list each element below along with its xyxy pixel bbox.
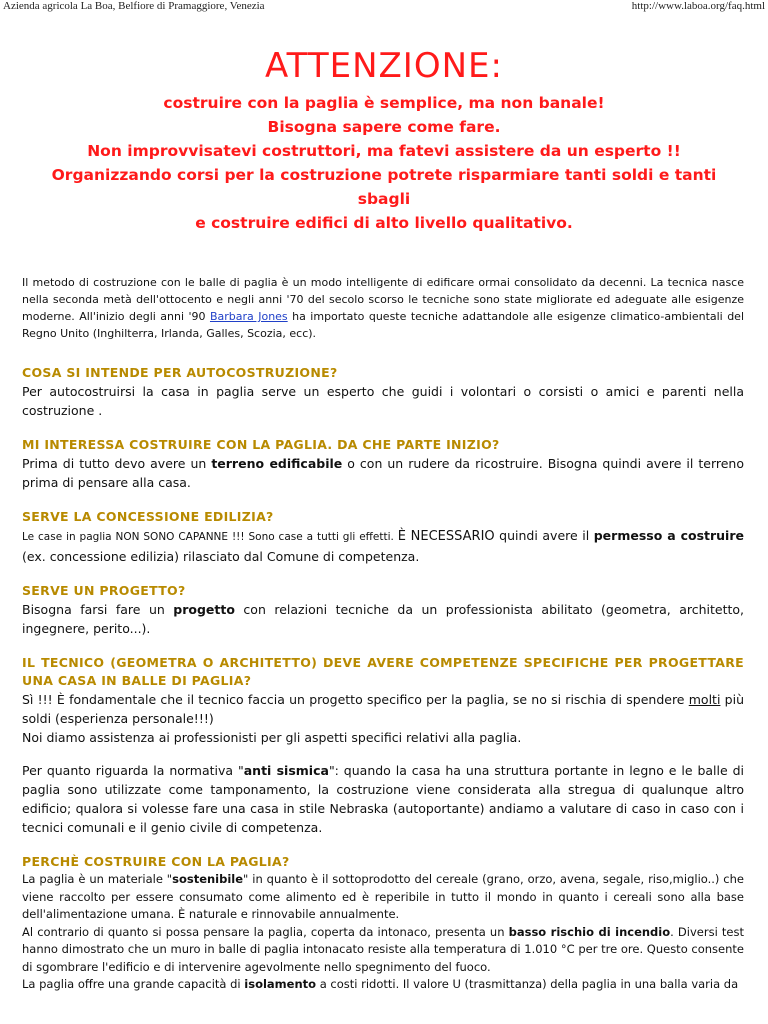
faq-answer bbox=[22, 526, 744, 566]
answer-text: La paglia offre una grande capacità di bbox=[22, 977, 245, 991]
intro-paragraph bbox=[22, 274, 744, 342]
faq-question: IL TECNICO (GEOMETRA O ARCHITETTO) DEVE AVERE COMPETENZE SPECIFICHE PER PROGETTARE UNA CASA IN BALLE DI PAGLIA? bbox=[22, 655, 744, 688]
faq-question: COSA SI INTENDE PER AUTOCOSTRUZIONE? bbox=[22, 365, 338, 380]
faq-answer bbox=[22, 690, 744, 747]
answer-text: Bisogna farsi fare un bbox=[22, 602, 174, 617]
answer-text: quindi avere il bbox=[494, 528, 594, 543]
faq-question: SERVE UN PROGETTO? bbox=[22, 583, 186, 598]
attention-lines bbox=[0, 91, 768, 235]
answer-emphasis: progetto bbox=[173, 602, 235, 617]
answer-text: La paglia è un materiale " bbox=[22, 872, 173, 886]
print-header bbox=[0, 0, 768, 16]
attention-line: Bisogna sapere come fare. bbox=[267, 118, 501, 136]
answer-emphasis: sostenibile bbox=[172, 872, 244, 886]
faq-question: PERCHÈ COSTRUIRE CON LA PAGLIA? bbox=[22, 854, 290, 869]
attention-banner bbox=[0, 44, 768, 235]
attention-line: Non improvvisatevi costruttori, ma fatevi assistere da un esperto !! bbox=[87, 142, 681, 160]
faq-answer bbox=[22, 600, 744, 638]
faq-answer bbox=[22, 454, 744, 492]
answer-emphasis: permesso a costruire bbox=[593, 528, 744, 543]
answer-text: ": quando la casa ha una struttura portante in legno e le balle di paglia sono utilizzate come tamponamento, la costruzione viene considerata alla stregua di qualunque altro edificio; qualora si volesse fare una casa in stile Nebraska (autoportante) andiamo a valutare di caso in caso con i tecnici comunali e il genio civile di competenza. bbox=[22, 763, 744, 835]
faq-question: SERVE LA CONCESSIONE EDILIZIA? bbox=[22, 509, 274, 524]
answer-text: Per autocostruirsi la casa in paglia serve un esperto che guidi i volontari o corsisti o amici e parenti nella costruzione . bbox=[22, 384, 744, 418]
answer-text: È NECESSARIO bbox=[397, 529, 495, 544]
answer-text: con relazioni tecniche da un professionista abilitato (geometra, architetto, ingegnere, perito...). bbox=[22, 602, 744, 636]
barbara-jones-link[interactable]: Barbara Jones bbox=[209, 310, 288, 323]
answer-text: . Diversi test hanno dimostrato che un muro in balle di paglia intonacato resiste alla temperatura di 1.010 °C per tre ore. Questo consente di sgombrare l'edificio e di intervenire agevolmente nello spegnimento del fuoco. bbox=[22, 924, 744, 974]
attention-line: Organizzando corsi per la costruzione potrete risparmiare tanti soldi e tanti sbagli bbox=[51, 166, 717, 208]
print-header-url: http://www.laboa.org/faq.html bbox=[631, 0, 765, 12]
attention-title: ATTENZIONE: bbox=[265, 46, 503, 86]
answer-text: Per quanto riguarda la normativa " bbox=[22, 763, 244, 778]
answer-text: Sì !!! È fondamentale che il tecnico faccia un progetto specifico per la paglia, se no si rischia di spendere bbox=[22, 692, 689, 707]
intro-text: Il metodo di costruzione con le balle di paglia è un modo intelligente di edificare ormai consolidato da decenni. La tecnica nasce nella seconda metà dell'ottocento e negli anni '70 del secolo scorso le tecniche sono state migliorate ed adeguate alle esigenze moderne. All'inizio degli anni '90 bbox=[22, 276, 744, 323]
attention-line: costruire con la paglia è semplice, ma non banale! bbox=[163, 94, 605, 112]
answer-text: Le case in paglia NON SONO CAPANNE !!! Sono case a tutti gli effetti. bbox=[22, 531, 398, 543]
answer-emphasis: isolamento bbox=[244, 977, 317, 991]
faq-content bbox=[22, 274, 744, 994]
intro-text: ha importato queste tecniche adattandole alle esigenze climatico-ambientali del Regno Unito (Inghilterra, Irlanda, Galles, Scozia, ecc). bbox=[22, 310, 744, 340]
answer-text: " in quanto è il sottoprodotto del cereale (grano, orzo, avena, segale, riso,miglio..) che viene raccolto per essere consumato come alimento ed è reperibile in tutto il mondo in quanto i cereali sono alla base dell'alimentazione umana. È naturale e rinnovabile annualmente. bbox=[22, 872, 744, 921]
answer-emphasis: basso rischio di incendio bbox=[508, 924, 671, 939]
answer-text: Prima di tutto devo avere un bbox=[22, 456, 212, 471]
faq-question: MI INTERESSA COSTRUIRE CON LA PAGLIA. DA CHE PARTE INIZIO? bbox=[22, 437, 500, 452]
answer-text: più soldi (esperienza personale!!!) bbox=[22, 692, 744, 726]
answer-emphasis: anti sismica bbox=[243, 763, 329, 778]
faq-answer bbox=[22, 761, 744, 837]
answer-emphasis: terreno edificabile bbox=[211, 456, 343, 471]
print-header-source: Azienda agricola La Boa, Belfiore di Pramaggiore, Venezia bbox=[3, 0, 265, 12]
faq-answer bbox=[22, 382, 744, 420]
answer-text: (ex. concessione edilizia) rilasciato dal Comune di competenza. bbox=[22, 549, 420, 564]
attention-line: e costruire edifici di alto livello qualitativo. bbox=[195, 214, 573, 232]
answer-underline: molti bbox=[688, 692, 721, 707]
answer-text: Al contrario di quanto si possa pensare la paglia, coperta da intonaco, presenta un bbox=[22, 924, 509, 939]
spacer bbox=[22, 747, 744, 761]
answer-text: a costi ridotti. Il valore U (trasmittanza) della paglia in una balla varia da bbox=[316, 977, 739, 991]
answer-text: o con un rudere da ricostruire. Bisogna quindi avere il terreno prima di pensare alla casa. bbox=[22, 456, 744, 490]
answer-text: Noi diamo assistenza ai professionisti per gli aspetti specifici relativi alla paglia. bbox=[22, 730, 522, 745]
faq-answer bbox=[22, 871, 744, 994]
